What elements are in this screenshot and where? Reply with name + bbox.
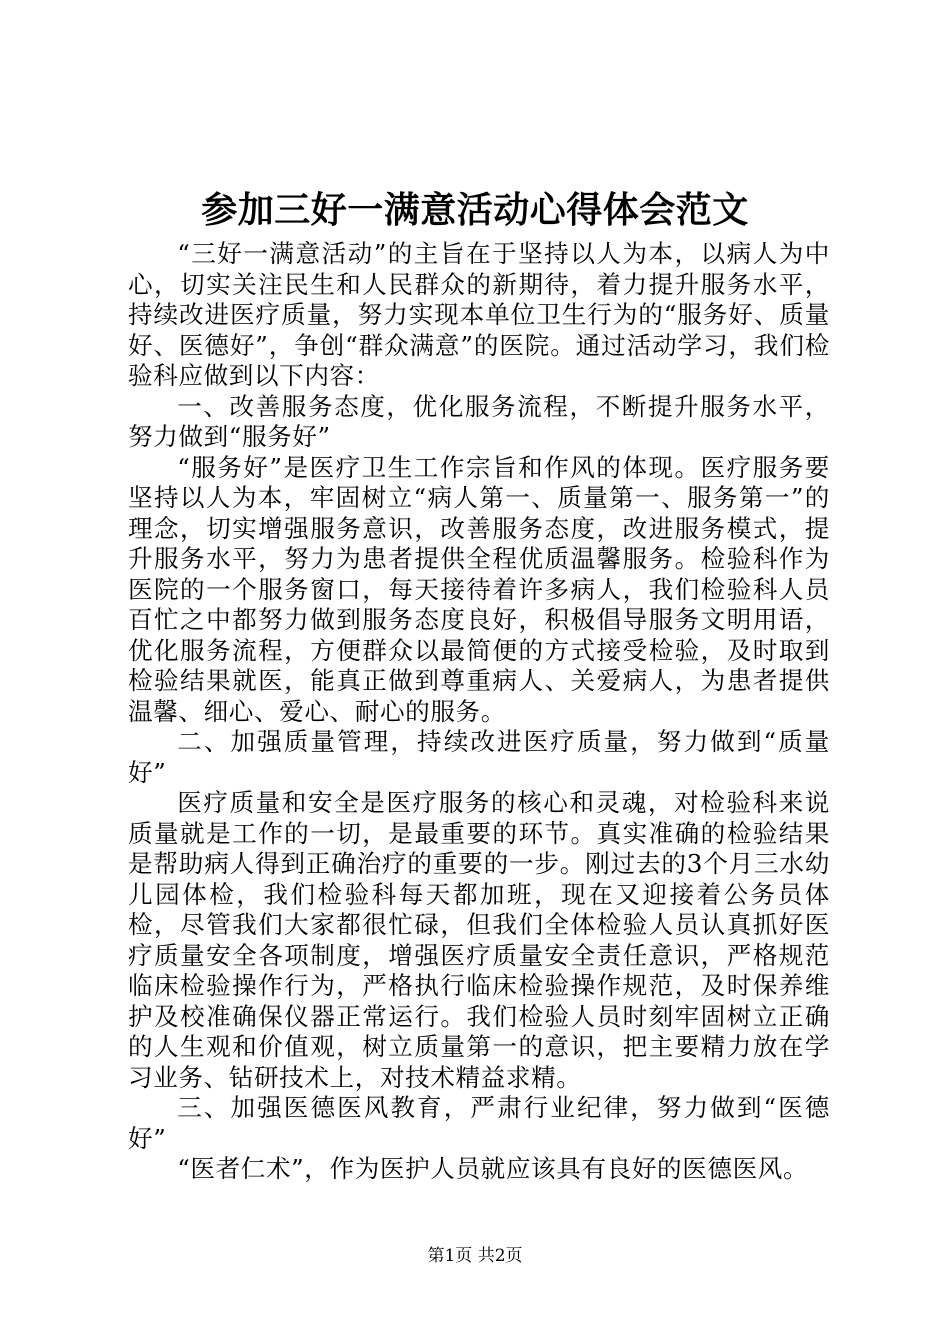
paragraph-ethics: “医者仁术”，作为医护人员就应该具有良好的医德医风。 [177,1154,809,1183]
paragraph-intro: “三好一满意活动”的主旨在于坚持以人为本，以病人为中心，切实关注民生和人民群众的新期待，着力提升服务水平，持续改进医疗质量，努力实现本单位卫生行为的“服务好、质量好、医德好”，争创“群众满意”的医院。通过活动学习，我们检验科应做到以下内容： [128,239,830,390]
section-heading-2: 二、加强质量管理，持续改进医疗质量，努力做到“质量好” [128,727,830,787]
page-footer: 第1页 共2页 [427,1246,523,1266]
document-body [128,239,830,1185]
section-heading-3: 三、加强医德医风教育，严肃行业纪律，努力做到“医德好” [128,1093,830,1153]
section-heading-1: 一、改善服务态度，优化服务流程，不断提升服务水平，努力做到“服务好” [128,391,830,451]
document-title: 参加三好一满意活动心得体会范文 [201,189,749,231]
paragraph-quality: 医疗质量和安全是医疗服务的核心和灵魂，对检验科来说质量就是工作的一切，是最重要的环节。真实准确的检验结果是帮助病人得到正确治疗的重要的一步。刚过去的3个月三水幼儿园体检，我们检验科每天都加班，现在又迎接着公务员体检，尽管我们大家都很忙碌，但我们全体检验人员认真抓好医疗质量安全各项制度，增强医疗质量安全责任意识，严格规范临床检验操作行为，严格执行临床检验操作规范，及时保养维护及校准确保仪器正常运行。我们检验人员时刻牢固树立正确的人生观和价值观，树立质量第一的意识，把主要精力放在学习业务、钻研技术上，对技术精益求精。 [128,788,830,1092]
paragraph-service: “服务好”是医疗卫生工作宗旨和作风的体现。医疗服务要坚持以人为本，牢固树立“病人第一、质量第一、服务第一”的理念，切实增强服务意识，改善服务态度，改进服务模式，提升服务水平，努力为患者提供全程优质温馨服务。检验科作为医院的一个服务窗口，每天接待着许多病人，我们检验科人员百忙之中都努力做到服务态度良好，积极倡导服务文明用语，优化服务流程，方便群众以最简便的方式接受检验，及时取到检验结果就医，能真正做到尊重病人、关爱病人，为患者提供温馨、细心、爱心、耐心的服务。 [128,452,830,726]
